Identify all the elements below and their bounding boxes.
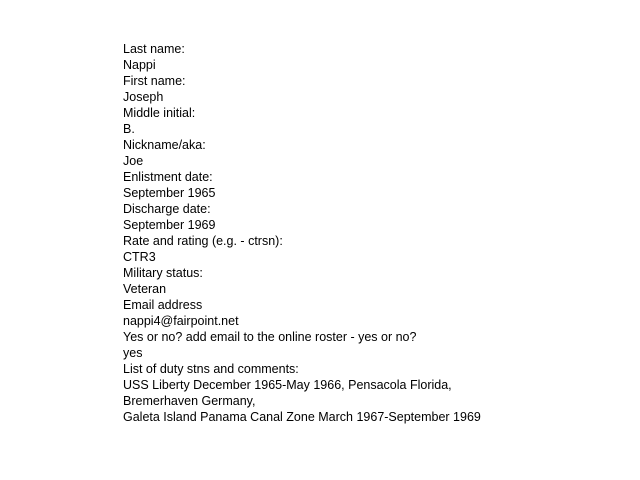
middle-initial-label: Middle initial: bbox=[123, 106, 196, 120]
roster-consent-label: Yes or no? add email to the online roster - yes or no? bbox=[123, 330, 417, 344]
email-address-label: Email address bbox=[123, 298, 203, 312]
discharge-date-value: September 1969 bbox=[123, 218, 216, 232]
military-status-label: Military status: bbox=[123, 266, 203, 280]
rate-rating-value: CTR3 bbox=[123, 250, 156, 264]
first-name-value: Joseph bbox=[123, 90, 164, 104]
enlistment-date-value: September 1965 bbox=[123, 186, 216, 200]
discharge-date-label: Discharge date: bbox=[123, 202, 211, 216]
rate-rating-label: Rate and rating (e.g. - ctrsn): bbox=[123, 234, 283, 248]
military-status-value: Veteran bbox=[123, 282, 167, 296]
nickname-value: Joe bbox=[123, 154, 144, 168]
last-name-label: Last name: bbox=[123, 42, 185, 56]
middle-initial-value: B. bbox=[123, 122, 135, 136]
first-name-label: First name: bbox=[123, 74, 186, 88]
last-name-value: Nappi bbox=[123, 58, 156, 72]
enlistment-date-label: Enlistment date: bbox=[123, 170, 213, 184]
duty-stations-label: List of duty stns and comments: bbox=[123, 362, 299, 376]
roster-consent-value: yes bbox=[123, 346, 143, 360]
duty-stations-line: USS Liberty December 1965-May 1966, Pensacola Florida, bbox=[123, 378, 452, 392]
email-address-value: nappi4@fairpoint.net bbox=[123, 314, 239, 328]
duty-stations-line: Galeta Island Panama Canal Zone March 1967-September 1969 bbox=[123, 410, 481, 424]
duty-stations-line: Bremerhaven Germany, bbox=[123, 394, 256, 408]
roster-record bbox=[123, 41, 623, 425]
nickname-label: Nickname/aka: bbox=[123, 138, 206, 152]
